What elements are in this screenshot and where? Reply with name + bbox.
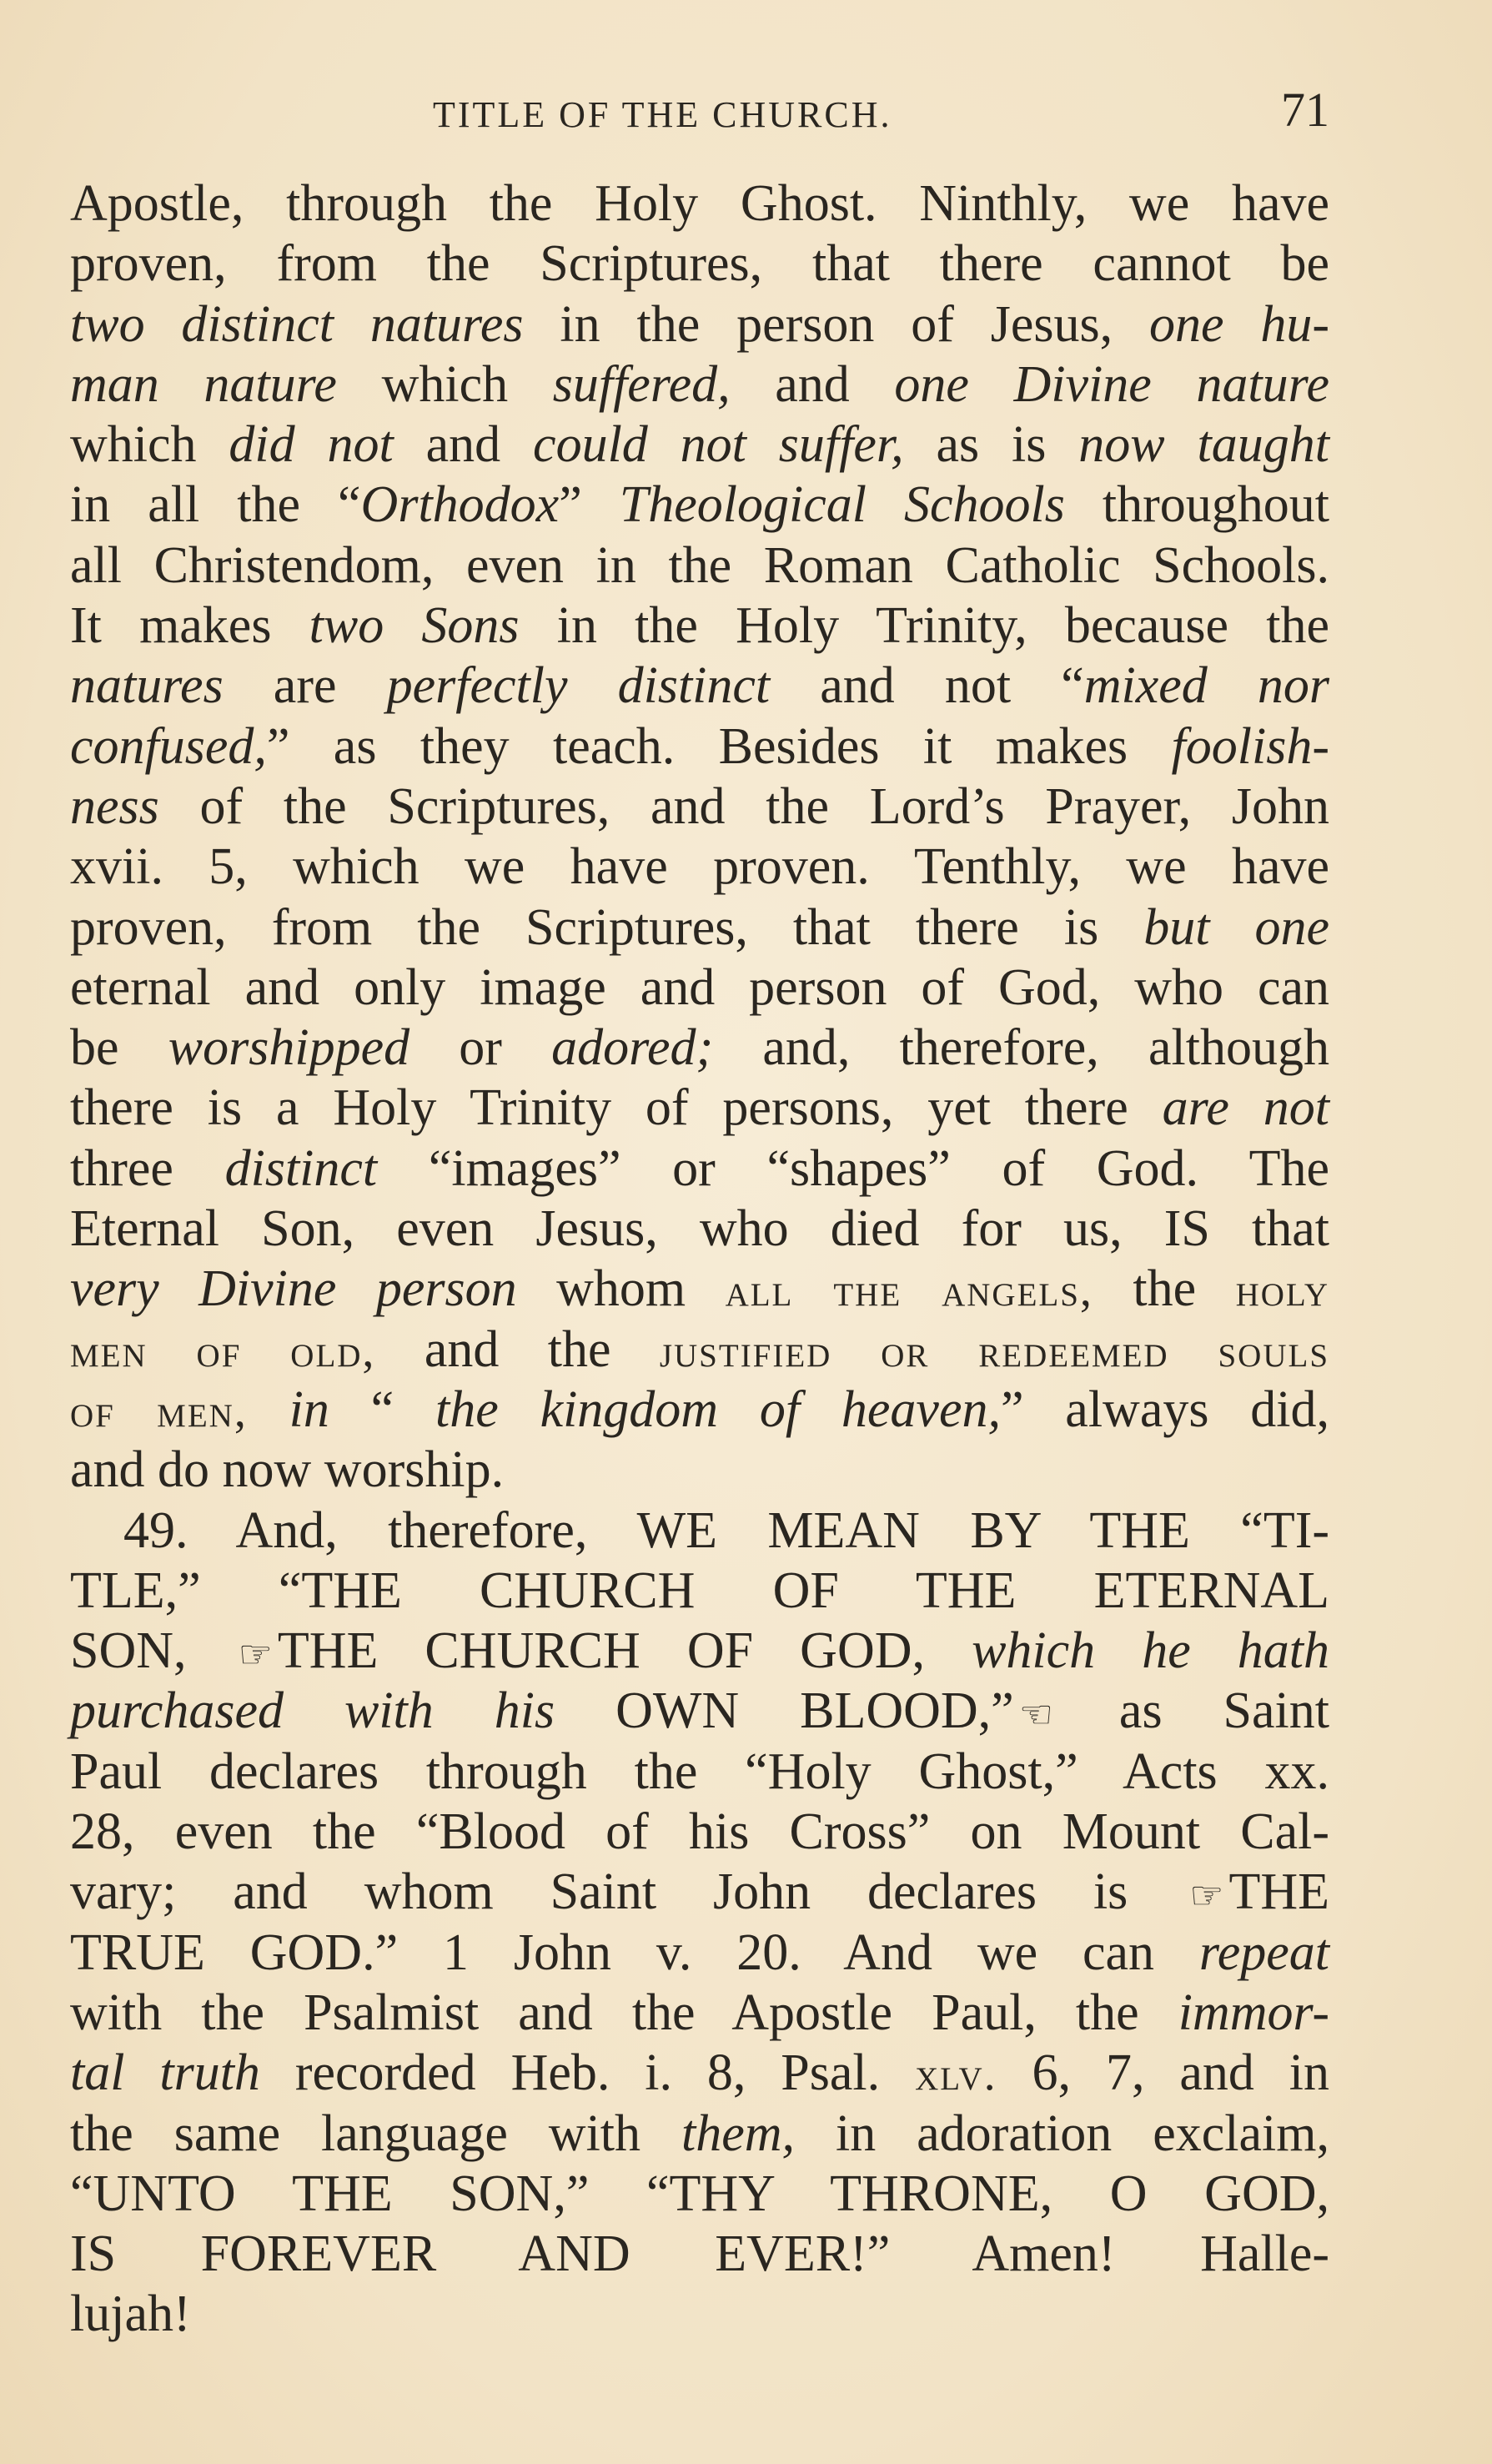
- text-run: which: [70, 416, 229, 474]
- text-run: are: [223, 657, 387, 715]
- text-run: proven, from the Scriptures, that there is: [70, 898, 1144, 956]
- italic-text: two Sons: [309, 597, 520, 655]
- text-line: [70, 355, 1329, 415]
- italic-text: very Divine person: [70, 1260, 517, 1318]
- text-run: be: [70, 1019, 168, 1077]
- text-line: [70, 2224, 1329, 2284]
- text-line: [70, 1561, 1329, 1621]
- text-line: [70, 596, 1329, 656]
- text-run: ” as they teach. Besides it makes: [266, 717, 1172, 775]
- text-line: [70, 898, 1329, 958]
- text-run: eternal and only image and person of God, who can: [70, 958, 1329, 1016]
- pointing-hand-icon: ☞: [1189, 1874, 1224, 1918]
- italic-text: man nature: [70, 355, 337, 413]
- text-line: [70, 1440, 1329, 1500]
- text-line: [70, 777, 1329, 837]
- text-line: [70, 1923, 1329, 1983]
- text-line: [70, 173, 1329, 234]
- italic-text: foolish-: [1171, 717, 1329, 775]
- text-run: whom: [516, 1260, 726, 1318]
- text-line: [70, 1681, 1329, 1741]
- text-run: IS FOREVER AND EVER!” Amen! Halle-: [70, 2225, 1329, 2283]
- text-run: in the Holy Trinity, because the: [519, 597, 1329, 655]
- italic-text: purchased with his: [70, 1682, 555, 1740]
- text-run: xvii. 5, which we have proven. Tenthly, we have: [70, 838, 1329, 896]
- text-line: [70, 2104, 1329, 2164]
- text-line: [70, 837, 1329, 897]
- text-run: It makes: [70, 597, 309, 655]
- text-run: “: [329, 1380, 436, 1438]
- text-line: [70, 1862, 1329, 1922]
- text-run: and the: [375, 1320, 660, 1378]
- text-run: in the person of Jesus,: [523, 295, 1149, 353]
- text-run: in all the “: [70, 476, 361, 534]
- italic-text: did not: [229, 416, 394, 474]
- text-run: with the Psalmist and the Apostle Paul, the: [70, 1984, 1178, 2041]
- text-run: or: [409, 1019, 552, 1077]
- text-line: [70, 1139, 1329, 1199]
- small-caps-text: xlv.: [915, 2049, 997, 2101]
- italic-text: adored;: [551, 1019, 714, 1077]
- text-run: ” always did,: [1000, 1380, 1330, 1438]
- text-line: [70, 2164, 1329, 2224]
- text-run: Apostle, through the Holy Ghost. Ninthly, we have: [70, 175, 1329, 232]
- text-run: [248, 1381, 289, 1438]
- text-line: [70, 415, 1329, 475]
- text-run: and, therefore, although: [713, 1019, 1329, 1077]
- italic-text: the kingdom of heaven,: [435, 1380, 1001, 1438]
- page-header: [70, 82, 1329, 148]
- text-run: 49. And, therefore, WE MEAN BY THE “TI-: [123, 1501, 1329, 1559]
- text-run: which: [336, 355, 553, 413]
- text-run: there is a Holy Trinity of persons, yet there: [70, 1079, 1163, 1137]
- text-line: [70, 294, 1329, 355]
- text-run: SON,: [70, 1622, 234, 1680]
- text-run: as is: [903, 416, 1079, 474]
- italic-text: are not: [1162, 1079, 1329, 1137]
- italic-text: suffered,: [552, 355, 731, 413]
- italic-text: could not suffer,: [533, 416, 904, 474]
- italic-text: which he hath: [972, 1622, 1330, 1680]
- text-run: ”: [559, 476, 620, 534]
- text-line: [70, 958, 1329, 1018]
- italic-text: them,: [681, 2104, 796, 2162]
- text-line: [70, 1259, 1329, 1319]
- text-run: proven, from the Scriptures, that there cannot be: [70, 235, 1329, 293]
- text-run: as Saint: [1057, 1682, 1329, 1740]
- text-run: TRUE GOD.” 1 John v. 20. And we can: [70, 1923, 1199, 1981]
- pointing-hand-icon: ☞: [238, 1633, 273, 1677]
- italic-text: distinct: [224, 1139, 378, 1197]
- small-caps-text: justified or redeemed souls: [659, 1325, 1330, 1377]
- italic-text: natures: [70, 657, 224, 715]
- text-line: [70, 2284, 1329, 2344]
- body-text: [70, 173, 1329, 2345]
- small-caps-text: holy: [1235, 1265, 1329, 1317]
- running-head: TITLE OF THE CHURCH.: [433, 94, 892, 135]
- text-line: [70, 656, 1329, 716]
- italic-text: tal truth: [70, 2044, 260, 2102]
- text-line: [70, 1320, 1329, 1380]
- italic-text: one hu-: [1148, 295, 1330, 353]
- italic-text: but one: [1143, 898, 1329, 956]
- text-run: “images” or “shapes” of God. The: [377, 1139, 1329, 1197]
- text-line: [70, 717, 1329, 777]
- italic-text: repeat: [1198, 1923, 1329, 1981]
- text-run: three: [70, 1139, 225, 1197]
- text-line: [70, 1742, 1329, 1802]
- text-run: THE CHURCH OF GOD,: [277, 1622, 972, 1680]
- italic-text: mixed nor: [1083, 657, 1330, 715]
- text-run: lujah!: [70, 2285, 191, 2343]
- text-line: [70, 536, 1329, 596]
- italic-text: perfectly distinct: [386, 657, 771, 715]
- text-run: and not “: [770, 657, 1084, 715]
- text-line: [70, 1802, 1329, 1862]
- small-caps-text: of men,: [70, 1385, 248, 1437]
- italic-text: immor-: [1178, 1984, 1329, 2041]
- italic-text: confused,: [70, 717, 267, 775]
- italic-text: ness: [70, 777, 159, 835]
- text-run: TLE,” “THE CHURCH OF THE ETERNAL: [70, 1561, 1329, 1619]
- italic-text: worshipped: [168, 1019, 410, 1077]
- text-run: recorded Heb. i. 8, Psal.: [259, 2044, 916, 2102]
- text-run: OWN BLOOD,”: [555, 1682, 1014, 1740]
- small-caps-text: all the angels,: [725, 1265, 1093, 1317]
- text-run: THE: [1228, 1863, 1329, 1921]
- text-run: throughout: [1064, 476, 1329, 534]
- italic-text: two distinct natures: [70, 295, 524, 353]
- text-line: [70, 1621, 1329, 1681]
- text-line: [70, 1380, 1329, 1440]
- text-line: [70, 1199, 1329, 1259]
- text-run: in adoration exclaim,: [795, 2104, 1329, 2162]
- text-line: [70, 2043, 1329, 2103]
- italic-text: one Divine nature: [894, 355, 1329, 413]
- text-run: all Christendom, even in the Roman Catholic Schools.: [70, 536, 1329, 594]
- text-line: [70, 1501, 1329, 1561]
- pointing-hand-icon: ☜: [1018, 1693, 1053, 1737]
- text-line: [70, 234, 1329, 294]
- text-run: and do now worship.: [70, 1441, 505, 1499]
- text-run: the: [1093, 1260, 1236, 1318]
- text-run: and: [730, 355, 895, 413]
- text-line: [70, 475, 1329, 535]
- text-line: [70, 1078, 1329, 1138]
- text-line: [70, 1983, 1329, 2043]
- text-run: 6, 7, and in: [997, 2044, 1329, 2102]
- italic-text: now taught: [1078, 416, 1329, 474]
- italic-text: Theological Schools: [619, 476, 1065, 534]
- italic-text: Orthodox: [360, 476, 560, 534]
- text-run: Eternal Son, even Jesus, who died for us, IS that: [70, 1200, 1329, 1258]
- text-line: [70, 1018, 1329, 1078]
- text-run: Paul declares through the “Holy Ghost,” Acts xx.: [70, 1742, 1329, 1800]
- text-run: 28, even the “Blood of his Cross” on Mount Cal-: [70, 1803, 1329, 1861]
- text-run: vary; and whom Saint John declares is: [70, 1863, 1185, 1921]
- page-number: 71: [1281, 83, 1329, 137]
- text-run: of the Scriptures, and the Lord’s Prayer, John: [158, 777, 1329, 835]
- text-run: the same language with: [70, 2104, 681, 2162]
- text-run: and: [393, 416, 534, 474]
- small-caps-text: men of old,: [70, 1325, 376, 1377]
- italic-text: in: [289, 1380, 329, 1438]
- text-run: “UNTO THE SON,” “THY THRONE, O GOD,: [70, 2165, 1329, 2222]
